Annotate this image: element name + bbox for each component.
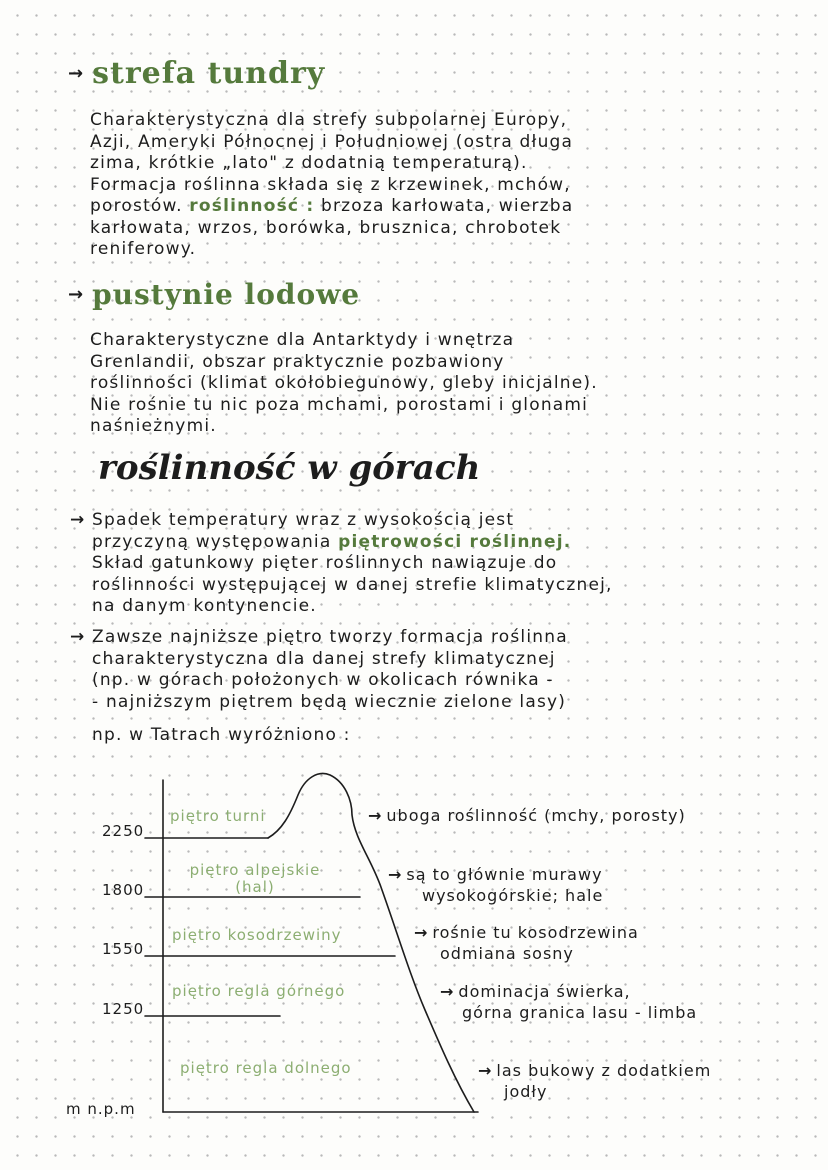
desc-kosodrzewiny-text-2: odmiana sosny xyxy=(440,944,574,963)
desc-kosodrzewiny xyxy=(414,922,639,964)
arrow-icon: → xyxy=(478,1061,493,1080)
altitude-2250: 2250 xyxy=(102,822,145,840)
unit-label: m n.p.m xyxy=(66,1100,136,1118)
desc-alpejskie-text-2: wysokogórskie; hale xyxy=(422,886,604,905)
desc-regiel-gorny xyxy=(440,981,697,1023)
mountains-p1-line-3: Skład gatunkowy pięter roślinnych nawiązuje do xyxy=(92,553,558,573)
arrow-icon: → xyxy=(440,982,455,1001)
zone-alpejskie xyxy=(170,862,340,896)
desc-regiel-gorny-text-1: dominacja świerka, xyxy=(458,982,631,1001)
deserts-title: pustynie lodowe xyxy=(92,278,361,311)
mountains-p2-line-1: Zawsze najniższe piętro tworzy formacja roślinna xyxy=(92,627,568,647)
zone-regiel-gorny: piętro regla górnego xyxy=(172,982,346,1000)
zone-regiel-dolny: piętro regla dolnego xyxy=(180,1059,352,1077)
arrow-icon: → xyxy=(388,865,403,884)
tundra-vegetation-highlight: roślinność : xyxy=(189,196,315,216)
deserts-line-4: Nie rośnie tu nic poza mchami, porostami i glonami xyxy=(90,394,589,415)
zonation-highlight: piętrowości roślinnej. xyxy=(338,531,572,552)
mountains-title: roślinność w górach xyxy=(98,448,481,488)
mountains-p2-line-4: - najniższym piętrem będą wiecznie zielone lasy) xyxy=(92,691,567,712)
desc-turnie xyxy=(368,805,686,826)
tundra-line-1: Charakterystyczna dla strefy subpolarnej Europy, xyxy=(90,110,568,130)
arrow-icon: → xyxy=(368,806,383,825)
desc-turnie-text: uboga roślinność (mchy, porosty) xyxy=(386,806,686,825)
arrow-icon: → xyxy=(414,923,429,942)
mountains-p1-line-2-prefix: przyczyną występowania xyxy=(92,531,332,552)
arrow-icon: → xyxy=(70,627,86,647)
tundra-line-3: zima, krótkie „lato" z dodatnią temperaturą). xyxy=(90,153,528,173)
tundra-line-5-suffix: brzoza karłowata, wierzba xyxy=(320,196,574,216)
deserts-line-3: roślinności (klimat okołobiegunowy, gleby inicjalne). xyxy=(90,373,598,393)
desc-regiel-dolny-text-2: jodły xyxy=(504,1082,548,1101)
desc-regiel-dolny xyxy=(478,1060,711,1102)
tatra-example-text: np. w Tatrach wyróżniono : xyxy=(92,725,351,745)
arrow-icon: → xyxy=(70,510,86,530)
desc-kosodrzewiny-text-1: rośnie tu kosodrzewina xyxy=(432,923,639,942)
zone-alpejskie-label: piętro alpejskie xyxy=(189,861,321,879)
tundra-line-5-prefix: porostów. xyxy=(90,196,183,216)
desc-regiel-dolny-text-1: las bukowy z dodatkiem xyxy=(496,1061,712,1080)
zone-turnie: piętro turni xyxy=(170,807,266,825)
desc-regiel-gorny-text-2: górna granica lasu - limba xyxy=(462,1003,698,1022)
tundra-title: strefa tundry xyxy=(92,56,326,91)
arrow-icon: → xyxy=(68,63,85,84)
deserts-line-2: Grenlandii, obszar praktycznie pozbawiony xyxy=(90,351,505,372)
mountains-p2-line-3: (np. w górach położonych w okolicach równika - xyxy=(92,670,554,690)
desc-alpejskie xyxy=(388,864,603,906)
deserts-line-5: naśnieżnymi. xyxy=(90,416,217,436)
tundra-line-7: reniferowy. xyxy=(90,239,197,259)
zone-kosodrzewiny: piętro kosodrzewiny xyxy=(172,926,342,944)
mountains-p1-line-1: Spadek temperatury wraz z wysokością jest xyxy=(92,510,515,530)
mountains-p1-line-5: na danym kontynencie. xyxy=(92,596,317,616)
tundra-line-2: Azji, Ameryki Północnej i Południowej (ostra długa xyxy=(90,131,574,152)
altitude-1800: 1800 xyxy=(102,881,145,899)
tundra-line-4: Formacja roślinna składa się z krzewinek, mchów, xyxy=(90,174,571,195)
mountains-p1-line-4: roślinności występującej w danej strefie klimatycznej, xyxy=(92,574,613,595)
altitude-1550: 1550 xyxy=(102,940,145,958)
mountains-p2-line-2: charakterystyczna dla danej strefy klimatycznej xyxy=(92,648,556,669)
zone-alpejskie-sub: (hal) xyxy=(235,878,275,896)
arrow-icon: → xyxy=(68,284,85,305)
desc-alpejskie-text-1: są to głównie murawy xyxy=(406,865,603,884)
deserts-line-1: Charakterystyczne dla Antarktydy i wnętrza xyxy=(90,330,515,350)
altitude-1250: 1250 xyxy=(102,1000,145,1018)
tundra-line-6: karłowata, wrzos, borówka, brusznica, chrobotek xyxy=(90,217,562,238)
